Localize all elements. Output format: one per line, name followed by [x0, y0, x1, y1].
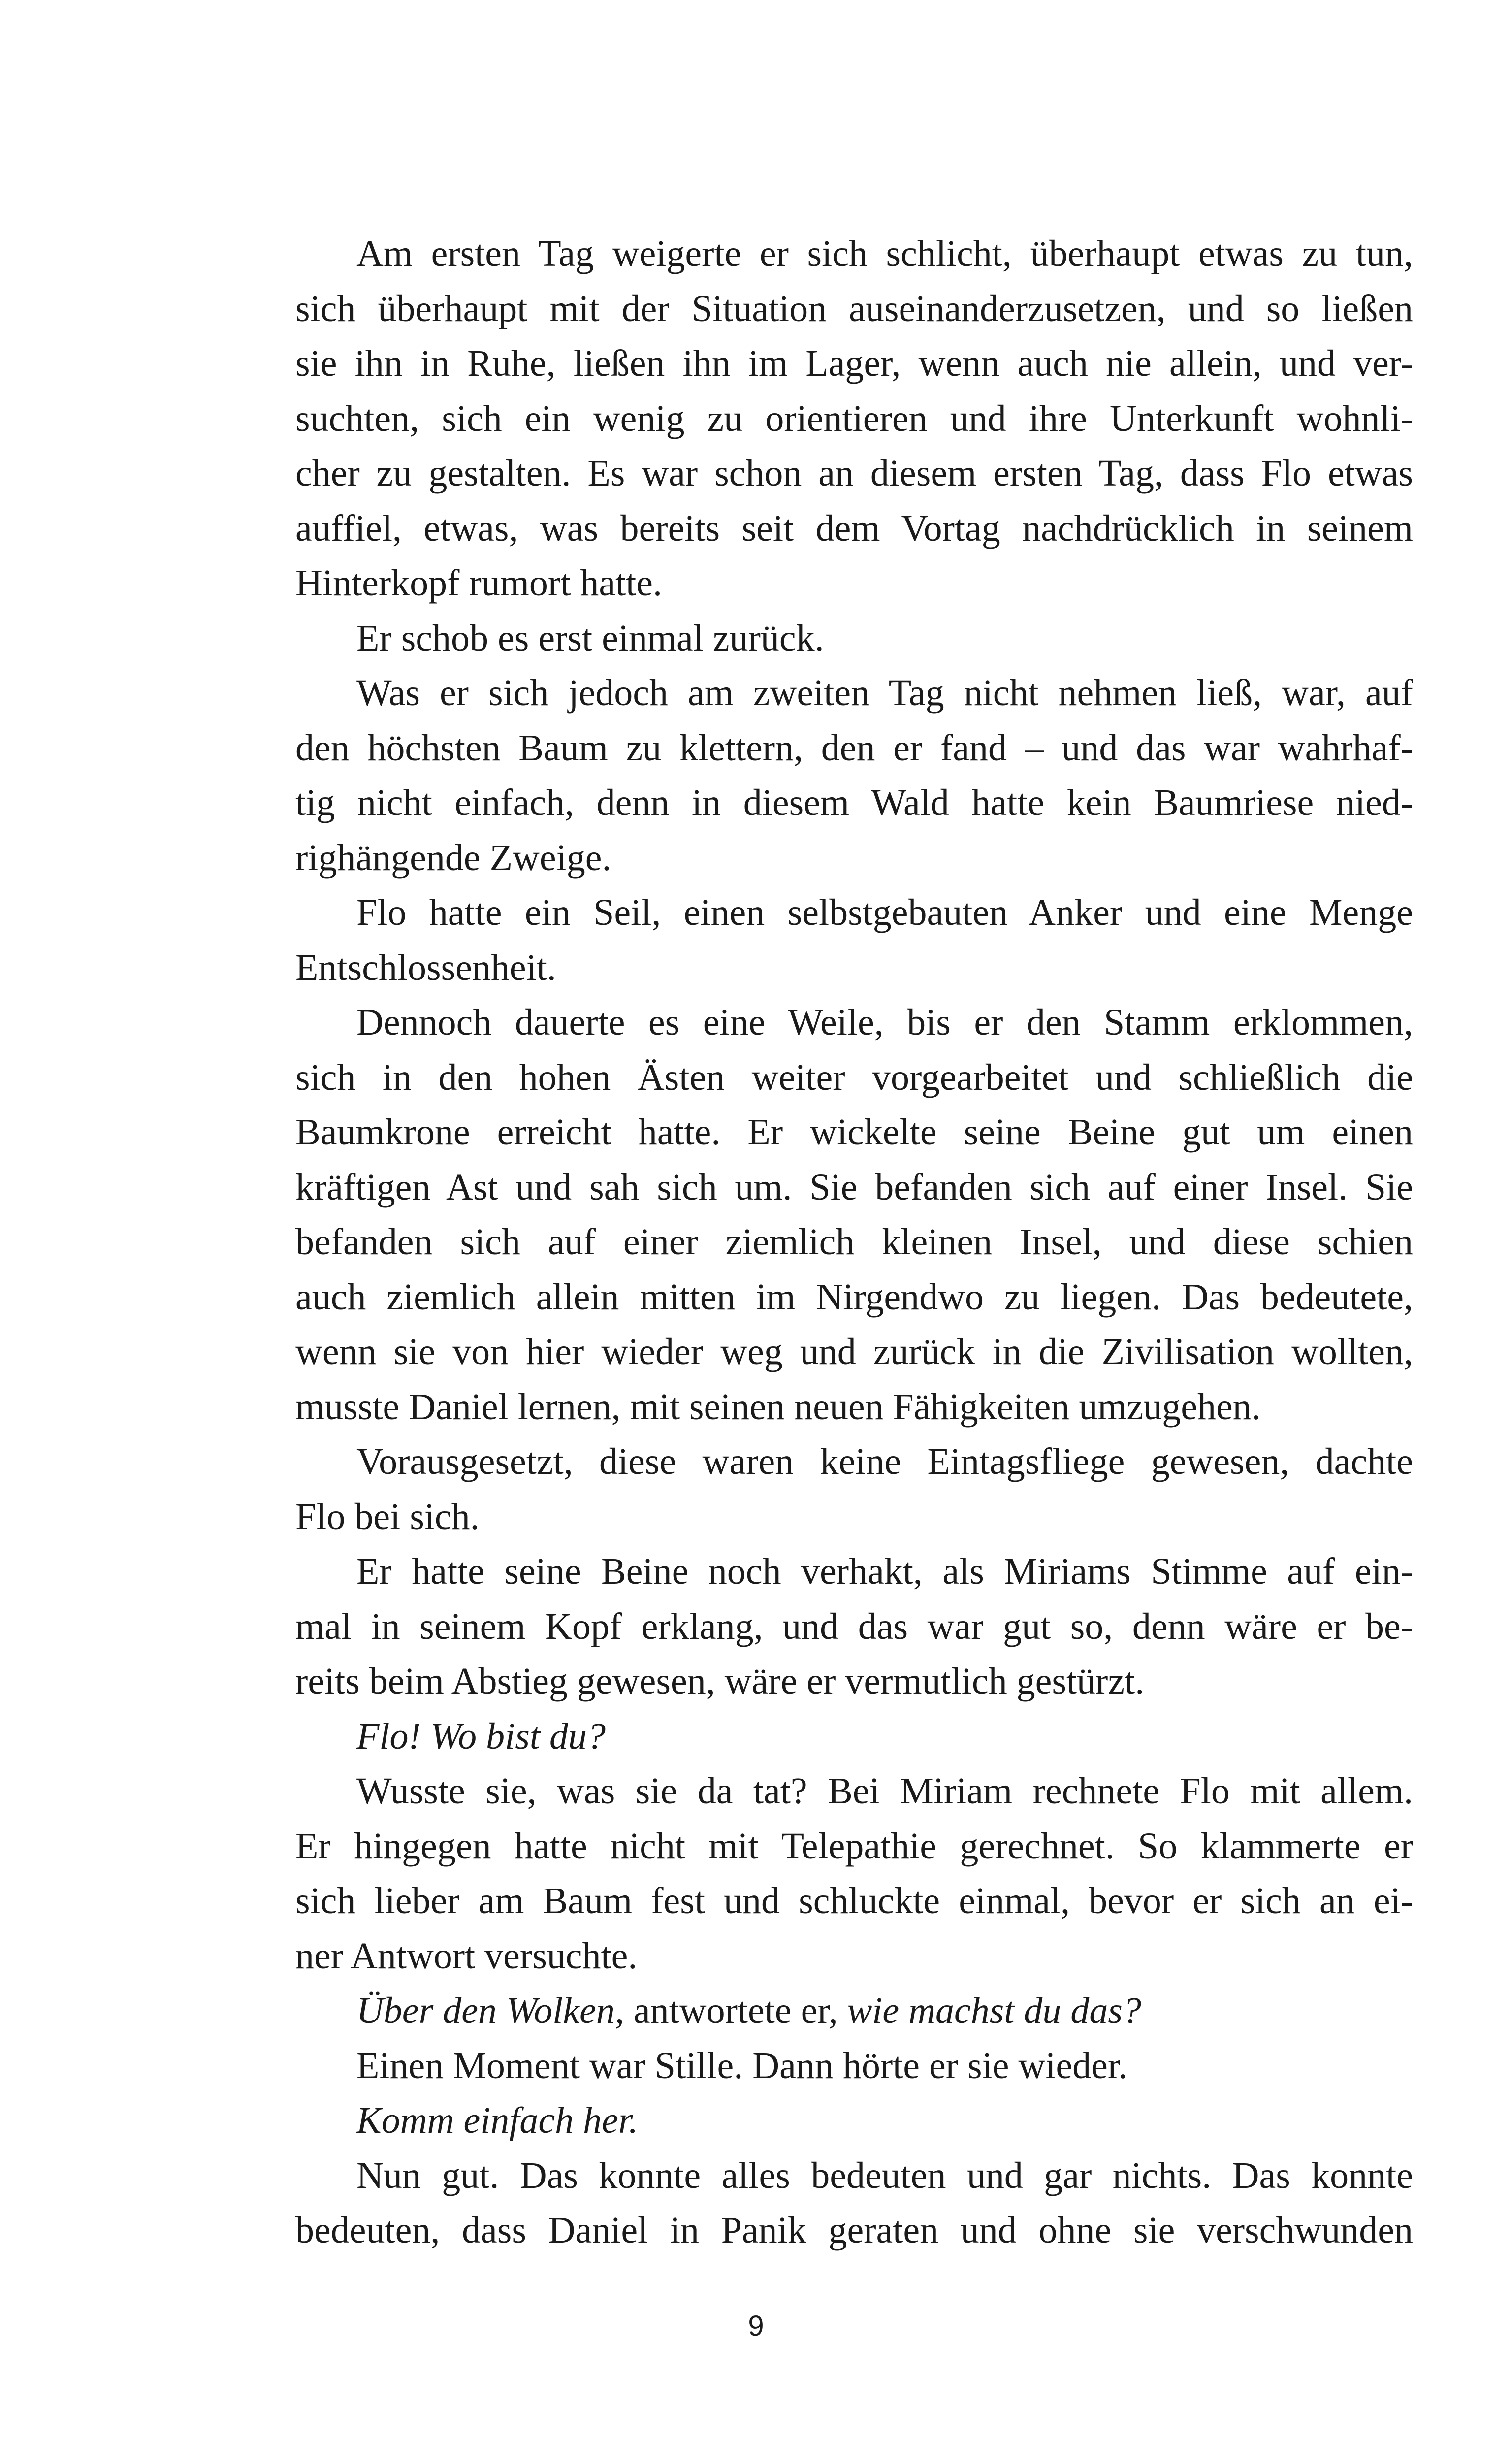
text-line: Nun gut. Das konnte alles bedeuten und gar nichts. Das konnte — [356, 2154, 1413, 2196]
text-line: sich lieber am Baum fest und schluckte einmal, bevor er sich an ei- — [295, 1880, 1413, 1922]
text-line: Flo bei sich. — [295, 1496, 480, 1537]
italic-segment: Über den Wolken — [356, 1990, 615, 2031]
italic-thought-line: Komm einfach her. — [356, 2100, 639, 2141]
text-line: auffiel, etwas, was bereits seit dem Vortag nachdrücklich in seinem — [295, 507, 1413, 549]
text-line: Wusste sie, was sie da tat? Bei Miriam rechnete Flo mit allem. — [356, 1770, 1413, 1812]
italic-segment: wie machst du das? — [847, 1990, 1142, 2031]
text-line: musste Daniel lernen, mit seinen neuen Fähigkeiten umzugehen. — [295, 1386, 1261, 1428]
text-line: Entschlossenheit. — [295, 946, 556, 988]
text-line: Er schob es erst einmal zurück. — [356, 617, 824, 659]
text-line: den höchsten Baum zu klettern, den er fand – und das war wahrhaf- — [295, 727, 1413, 769]
text-line: righängende Zweige. — [295, 837, 611, 879]
text-line: ner Antwort versuchte. — [295, 1935, 638, 1977]
text-line: Baumkrone erreicht hatte. Er wickelte seine Beine gut um einen — [295, 1111, 1413, 1153]
text-line: suchten, sich ein wenig zu orientieren und ihre Unterkunft wohnli- — [295, 397, 1413, 439]
text-line: kräftigen Ast und sah sich um. Sie befanden sich auf einer Insel. Sie — [295, 1166, 1413, 1208]
text-line: Dennoch dauerte es eine Weile, bis er den Stamm erklommen, — [356, 1002, 1413, 1043]
text-line: sich überhaupt mit der Situation auseinanderzusetzen, und so ließen — [295, 288, 1413, 329]
text-line: wenn sie von hier wieder weg und zurück in die Zivilisation wollten, — [295, 1331, 1413, 1372]
mixed-italic-line — [295, 1984, 1413, 2039]
text-line: cher zu gestalten. Es war schon an diesem ersten Tag, dass Flo etwas — [295, 453, 1413, 494]
text-line: auch ziemlich allein mitten im Nirgendwo zu liegen. Das bedeutete, — [295, 1276, 1413, 1318]
text-line: bedeuten, dass Daniel in Panik geraten und ohne sie verschwunden — [295, 2210, 1413, 2251]
text-line: Er hingegen hatte nicht mit Telepathie gerechnet. So klammerte er — [295, 1825, 1413, 1867]
text-line: sich in den hohen Ästen weiter vorgearbeitet und schließlich die — [295, 1056, 1413, 1098]
text-line: Am ersten Tag weigerte er sich schlicht, überhaupt etwas zu tun, — [356, 233, 1413, 274]
text-line: Er hatte seine Beine noch verhakt, als Miriams Stimme auf ein- — [356, 1551, 1413, 1592]
text-line: befanden sich auf einer ziemlich kleinen Insel, und diese schien — [295, 1221, 1413, 1263]
text-line: sie ihn in Ruhe, ließen ihn im Lager, wenn auch nie allein, und ver- — [295, 343, 1413, 384]
text-line: Einen Moment war Stille. Dann hörte er sie wieder. — [356, 2045, 1128, 2086]
text-line: Vorausgesetzt, diese waren keine Eintagsfliege gewesen, dachte — [356, 1441, 1413, 1482]
text-line: Was er sich jedoch am zweiten Tag nicht nehmen ließ, war, auf — [356, 672, 1413, 714]
text-line: tig nicht einfach, denn in diesem Wald hatte kein Baumriese nied- — [295, 782, 1413, 823]
italic-thought-line: Flo! Wo bist du? — [356, 1715, 606, 1757]
roman-segment: , antwortete er, — [614, 1990, 847, 2031]
text-line: mal in seinem Kopf erklang, und das war gut so, denn wäre er be- — [295, 1605, 1413, 1647]
page-number: 9 — [748, 2310, 764, 2342]
text-line: Hinterkopf rumort hatte. — [295, 562, 663, 604]
text-line: reits beim Abstieg gewesen, wäre er vermutlich gestürzt. — [295, 1661, 1145, 1702]
body-text — [295, 227, 1413, 2258]
text-line: Flo hatte ein Seil, einen selbstgebauten Anker und eine Menge — [356, 892, 1413, 933]
